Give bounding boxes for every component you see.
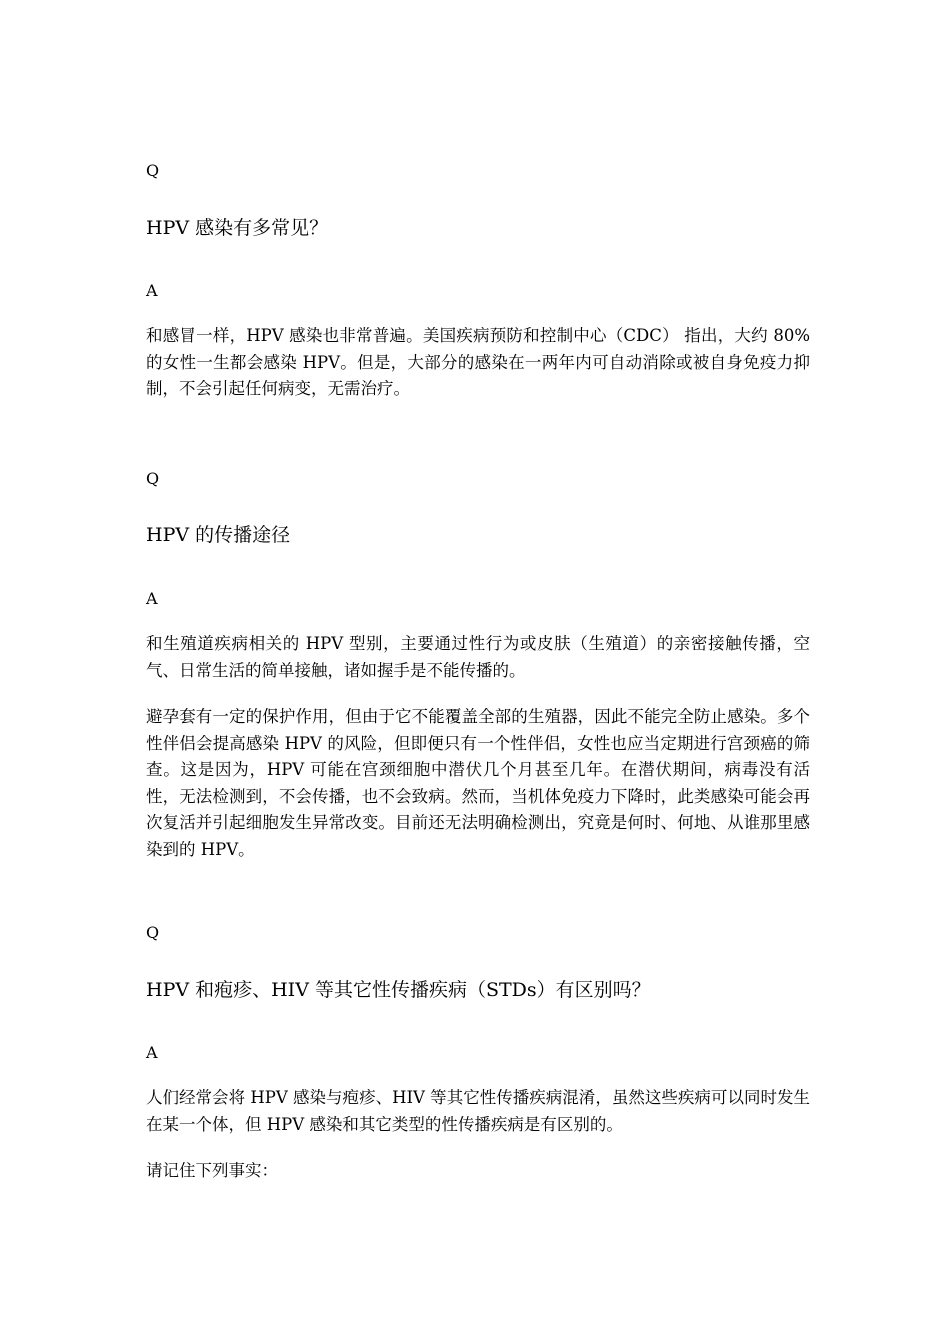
question-marker: Q — [146, 469, 160, 488]
question-marker: Q — [146, 161, 160, 180]
answer-paragraph: 避孕套有一定的保护作用，但由于它不能覆盖全部的生殖器，因此不能完全防止感染。多个性伴侣会提高感染 HPV 的风险，但即便只有一个性伴侣，女性也应当定期进行宫颈癌的筛查。这是因为，HPV 可能在宫颈细胞中潜伏几个月甚至几年。在潜伏期间，病毒没有活性，无法检测到，不会传播，也不会致病。然而，当机体免疫力下降时，此类感染可能会再次复活并引起细胞发生异常改变。目前还无法明确检测出，究竟是何时、何地、从谁那里感染到的 HPV。 — [146, 707, 810, 859]
answer-paragraph: 和生殖道疾病相关的 HPV 型别，主要通过性行为或皮肤（生殖道）的亲密接触传播，空气、日常生活的简单接触，诸如握手是不能传播的。 — [146, 634, 810, 680]
question-heading: HPV 感染有多常见？ — [146, 217, 329, 239]
answer-marker: A — [146, 281, 158, 300]
answer-marker: A — [146, 589, 158, 608]
answer-paragraph: 人们经常会将 HPV 感染与疱疹、HIV 等其它性传播疾病混淆，虽然这些疾病可以同时发生在某一个体，但 HPV 感染和其它类型的性传播疾病是有区别的。 — [146, 1088, 810, 1134]
question-heading: HPV 和疱疹、HIV 等其它性传播疾病（STDs）有区别吗？ — [146, 979, 651, 1001]
answer-paragraph: 请记住下列事实： — [146, 1161, 278, 1180]
answer-marker: A — [146, 1043, 158, 1062]
answer-paragraph: 和感冒一样，HPV 感染也非常普遍。美国疾病预防和控制中心（CDC） 指出，大约 80%的女性一生都会感染 HPV。但是，大部分的感染在一两年内可自动消除或被自身免疫力抑制，不会引起任何病变，无需治疗。 — [146, 326, 810, 398]
question-marker: Q — [146, 923, 160, 942]
question-heading: HPV 的传播途径 — [146, 524, 291, 546]
